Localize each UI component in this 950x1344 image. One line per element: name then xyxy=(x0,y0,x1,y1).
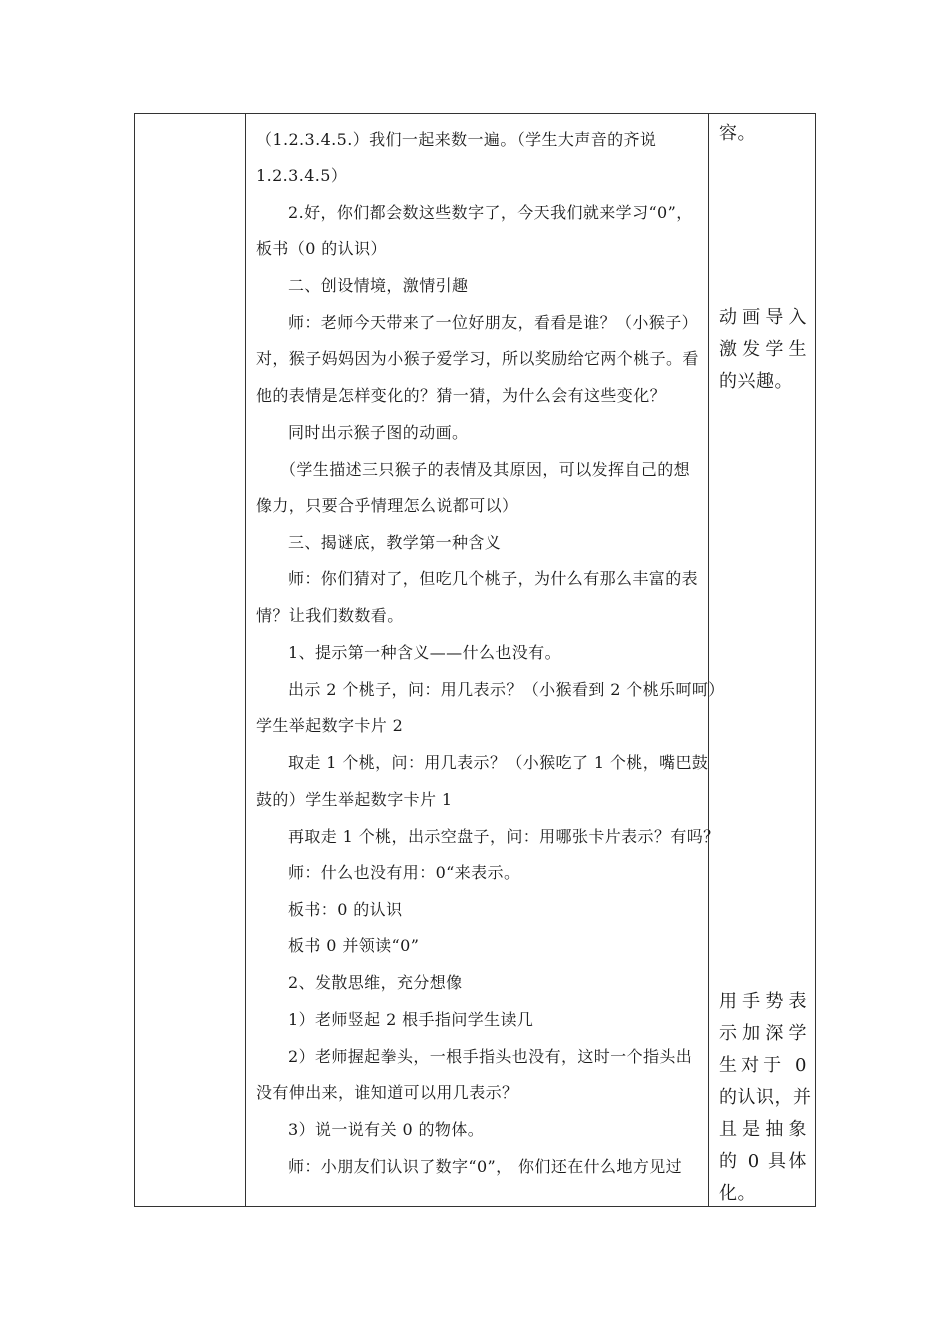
column-divider xyxy=(708,114,709,1206)
process-line: 3）说一说有关 0 的物体。 xyxy=(288,1120,485,1139)
process-line: 师：老师今天带来了一位好朋友，看看是谁？（小猴子） xyxy=(288,313,699,332)
process-line: 同时出示猴子图的动画。 xyxy=(288,423,469,442)
process-line: 再取走 1 个桃，出示空盘子，问：用哪张卡片表示？有吗？ xyxy=(288,827,720,846)
design-note-line: 容。 xyxy=(719,123,756,144)
lesson-table xyxy=(134,113,816,1207)
process-line: 对，猴子妈妈因为小猴子爱学习，所以奖励给它两个桃子。看 xyxy=(256,349,699,368)
design-note-line: 生对于 0 xyxy=(719,1055,807,1076)
process-line: （学生描述三只猴子的表情及其原因，可以发挥自己的想 xyxy=(280,460,691,479)
process-line: 像力，只要合乎情理怎么说都可以） xyxy=(256,496,519,515)
process-line: 鼓的）学生举起数字卡片 1 xyxy=(256,790,453,809)
design-note-line: 化。 xyxy=(719,1183,756,1204)
design-note-line: 且是抽象 xyxy=(719,1119,807,1140)
design-note-line: 激发学生 xyxy=(719,339,807,360)
section-heading: 2、发散思维，充分想像 xyxy=(288,973,463,992)
column-divider xyxy=(245,114,246,1206)
process-line: 师：小朋友们认识了数字“0”， 你们还在什么地方见过 xyxy=(288,1157,683,1176)
design-note-line: 的认识，并 xyxy=(719,1087,812,1108)
process-line: 他的表情是怎样变化的？猜一猜，为什么会有这些变化？ xyxy=(256,386,667,405)
process-line: 板书：0 的认识 xyxy=(288,900,403,919)
process-line: 2）老师握起拳头，一根手指头也没有，这时一个指头出 xyxy=(288,1047,693,1066)
process-line: 取走 1 个桃，问：用几表示？（小猴吃了 1 个桃，嘴巴鼓 xyxy=(288,753,709,772)
design-note-line: 的兴趣。 xyxy=(719,371,793,392)
process-line: 师：什么也没有用：0“来表示。 xyxy=(288,863,521,882)
process-line: （1.2.3.4.5.）我们一起来数一遍。（学生大声音的齐说 xyxy=(256,130,657,149)
process-line: 情？让我们数数看。 xyxy=(256,606,404,625)
section-heading: 二、创设情境，激情引趣 xyxy=(288,276,469,295)
process-line: 学生举起数字卡片 2 xyxy=(256,716,404,735)
section-heading: 三、揭谜底，教学第一种含义 xyxy=(288,533,502,552)
process-line: 没有伸出来，谁知道可以用几表示？ xyxy=(256,1083,519,1102)
design-note-line: 动画导入 xyxy=(719,307,807,328)
design-note-line: 用手势表 xyxy=(719,991,807,1012)
process-line: 1.2.3.4.5） xyxy=(256,166,348,185)
process-line: 师：你们猜对了，但吃几个桃子，为什么有那么丰富的表 xyxy=(288,569,699,588)
design-note-line: 的 0 具体 xyxy=(719,1151,807,1172)
process-line: 1）老师竖起 2 根手指问学生读几 xyxy=(288,1010,534,1029)
process-line: 出示 2 个桃子，问：用几表示？（小猴看到 2 个桃乐呵呵） xyxy=(288,680,725,699)
design-note-line: 示加深学 xyxy=(719,1023,807,1044)
process-line: 板书 0 并领读“0” xyxy=(288,936,420,955)
process-line: 2.好，你们都会数这些数字了，今天我们就来学习“0”， xyxy=(288,203,693,222)
process-line: 1、提示第一种含义——什么也没有。 xyxy=(288,643,561,662)
process-line: 板书（0 的认识） xyxy=(256,239,387,258)
